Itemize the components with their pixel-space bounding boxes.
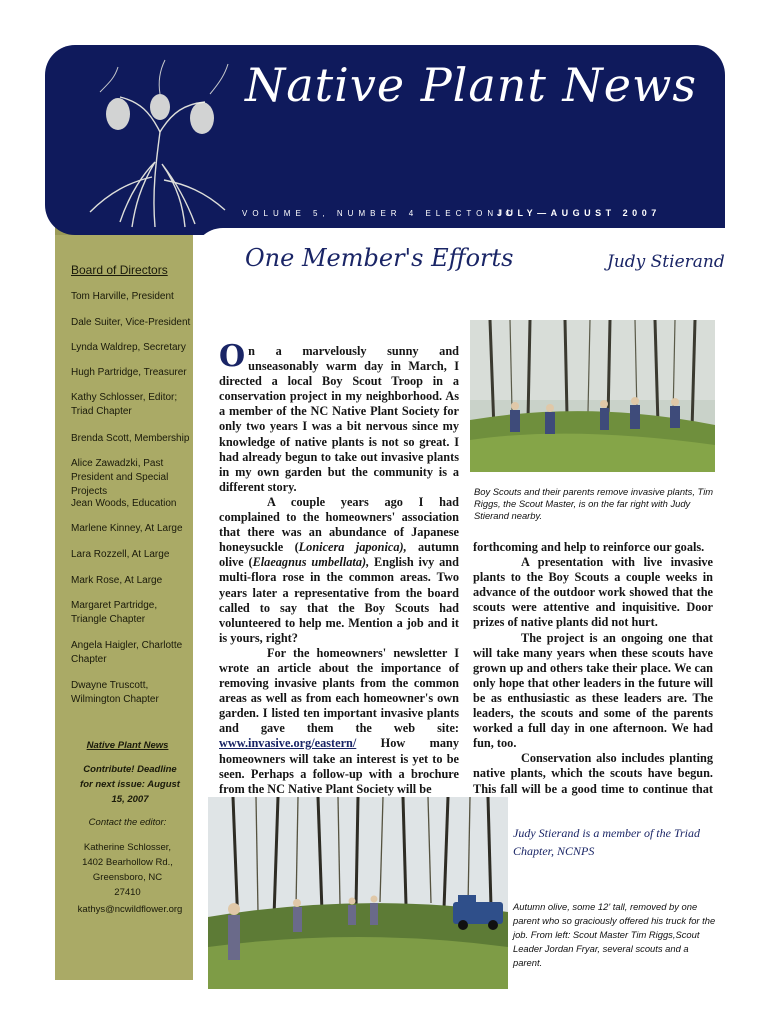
board-member: Hugh Partridge, Treasurer (71, 367, 187, 378)
article-author: Judy Stierand (607, 252, 725, 272)
board-member: Alice Zawadzki, Past President and Special Projects (71, 458, 169, 497)
issue-date: JULY—AUGUST 2007 (497, 208, 661, 218)
editor-zip: 27410 (114, 887, 141, 898)
paragraph: For the homeowners' newsletter I wrote an article about the importance of removing invasive plants from the common areas as well as from each homeowner's own garden. I listed ten important invasive plants and gave them the web site: www.invasive.org/eastern/ How many homeowners will take an interest is yet to be seen. Perhaps a follow-up with a brochure from the NC Native Plant Society will be (219, 645, 459, 796)
article-column-left (219, 339, 460, 797)
board-member: Dale Suiter, Vice-President (71, 317, 191, 328)
board-member: Brenda Scott, Membership (71, 433, 190, 444)
article-column-right (473, 540, 713, 812)
board-member: Marlene Kinney, At Large (71, 523, 183, 534)
editor-street: 1402 Bearhollow Rd., (82, 857, 173, 868)
paragraph: The project is an ongoing one that will take many years when these scouts have grown up and others take their place. We can only hope that other leaders in the future will be as enthusiastic as these leaders are. The leaders, the scouts and some of the parents worked a full day in one afternoon. We had fun, too. (473, 630, 713, 751)
board-member: Kathy Schlosser, Editor; Triad Chapter (71, 392, 178, 417)
board-member: Tom Harville, President (71, 291, 174, 302)
contribute-deadline: Contribute! Deadline for next issue: August 15, 2007 (80, 764, 180, 805)
article-title: One Member's Efforts (245, 244, 514, 272)
paragraph: Conservation also includes planting native plants, which the scouts have begun. This fall will be a good time to continue that (473, 751, 713, 796)
autumn-olive-removal-photo (208, 797, 508, 989)
board-member: Angela Haigler, Charlotte Chapter (71, 640, 183, 665)
volume-number: VOLUME 5, NUMBER 4 ELECTONIC (242, 209, 517, 218)
board-member: Lynda Waldrep, Secretary (71, 342, 186, 353)
sidebar-newsletter-name: Native Plant News (86, 740, 169, 751)
lady-slipper-illustration (60, 52, 240, 232)
boy-scouts-photo (470, 320, 715, 472)
board-member: Lara Rozzell, At Large (71, 549, 170, 560)
newsletter-title: Native Plant News (245, 58, 697, 112)
editor-city: Greensboro, NC (92, 872, 163, 883)
board-member: Margaret Partridge, Triangle Chapter (71, 600, 158, 625)
drop-cap: O (219, 339, 246, 374)
contact-label: Contact the editor: (88, 817, 167, 828)
board-member: Jean Woods, Education (71, 498, 177, 509)
author-bio: Judy Stierand is a member of the Triad Chapter, NCNPS (513, 826, 700, 858)
invasive-org-link[interactable]: www.invasive.org/eastern/ (219, 736, 357, 751)
paragraph: forthcoming and help to reinforce our goals. (473, 540, 705, 554)
paragraph: On a marvelously sunny and unseasonably warm day in March, I directed a local Boy Scout Troop in a conservation project in my neighborhood. As a member of the NC Native Plant Society for only two years I was a bit nervous since my knowledge of native plants is not so great. I had already begun to take out invasive plants in my own garden but the community is a different story. (219, 339, 459, 494)
board-member: Mark Rose, At Large (71, 575, 163, 586)
editor-email[interactable]: kathys@ncwildflower.org (77, 904, 183, 915)
editor-name: Katherine Schlosser, (83, 842, 172, 853)
photo-caption: Autumn olive, some 12' tall, removed by one parent who so graciously offered his truck for the job. From left: Scout Master Tim Riggs,Scout Leader Jordan Fryar, several scouts and a parent. (513, 901, 716, 968)
paragraph: A couple years ago I had complained to the homeowners' association that there was an abundance of Japanese honeysuckle (Lonicera japonica), autumn olive (Elaeagnus umbellata), English ivy and multi-flora rose in the common areas. Two years later a representative from the board called to say that the Boy Scouts had volunteered to help me. Mention a job and it is yours, right? (219, 494, 460, 645)
board-member: Dwayne Truscott, Wilmington Chapter (71, 680, 159, 705)
paragraph: A presentation with live invasive plants to the Boy Scouts a couple weeks in advance of the outdoor work showed that the scouts were attentive and inquisitive. Door prizes of native plants did not hurt. (473, 555, 713, 630)
board-of-directors-heading: Board of Directors (71, 263, 168, 277)
photo-caption: Boy Scouts and their parents remove invasive plants, Tim Riggs, the Scout Master, is on the far right with Judy Stierand nearby. (474, 486, 714, 521)
